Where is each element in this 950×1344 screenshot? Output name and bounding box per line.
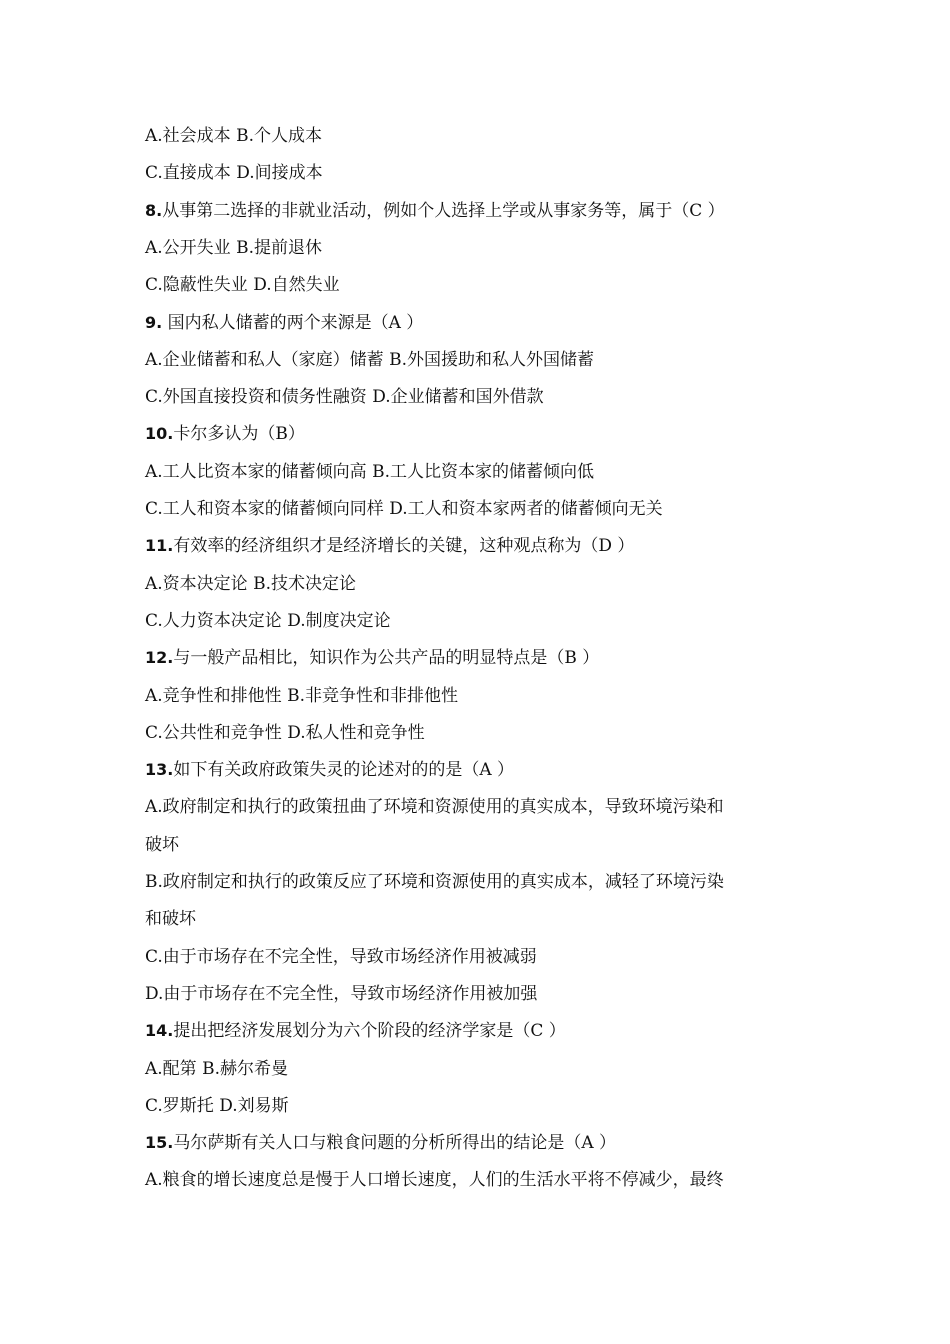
text-line: 和破坏 — [145, 909, 196, 929]
text-line: C.由于市场存在不完全性，导致市场经济作用被减弱 — [145, 947, 537, 967]
text-line: A.社会成本 B.个人成本 — [145, 126, 322, 146]
text-line: A.配第 B.赫尔希曼 — [145, 1059, 288, 1079]
question-number: 14. — [145, 1021, 174, 1040]
text-line: A.竞争性和排他性 B.非竞争性和非排他性 — [145, 686, 458, 706]
text-line: C.工人和资本家的储蓄倾向同样 D.工人和资本家两者的储蓄倾向无关 — [145, 499, 663, 519]
question-text: 国内私人储蓄的两个来源是（A ） — [162, 313, 424, 333]
text-line: A.资本决定论 B.技术决定论 — [145, 574, 356, 594]
question-number: 15. — [145, 1133, 174, 1152]
question-line — [145, 311, 805, 335]
text-line: A.粮食的增长速度总是慢于人口增长速度，人们的生活水平将不停减少，最终 — [145, 1170, 724, 1190]
text-line: A.工人比资本家的储蓄倾向高 B.工人比资本家的储蓄倾向低 — [145, 462, 594, 482]
question-text: 与一般产品相比，知识作为公共产品的明显特点是（B ） — [173, 648, 600, 668]
question-text: 马尔萨斯有关人口与粮食问题的分析所得出的结论是（A ） — [173, 1133, 617, 1153]
question-line — [145, 1019, 805, 1043]
text-line: A.企业储蓄和私人（家庭）储蓄 B.外国援助和私人外国储蓄 — [145, 350, 594, 370]
question-line — [145, 534, 805, 558]
question-number: 13. — [145, 760, 174, 779]
question-number: 12. — [145, 648, 174, 667]
text-line: C.罗斯托 D.刘易斯 — [145, 1096, 289, 1116]
text-line: C.隐蔽性失业 D.自然失业 — [145, 275, 340, 295]
question-line — [145, 199, 805, 223]
question-text: 从事第二选择的非就业活动，例如个人选择上学或从事家务等，属于（C ） — [162, 201, 725, 221]
question-line — [145, 758, 805, 782]
question-text: 如下有关政府政策失灵的论述对的的是（A ） — [173, 760, 515, 780]
text-line: C.公共性和竞争性 D.私人性和竞争性 — [145, 723, 425, 743]
text-line: C.直接成本 D.间接成本 — [145, 163, 323, 183]
question-number: 8. — [145, 201, 163, 220]
question-line — [145, 422, 805, 446]
question-text: 有效率的经济组织才是经济增长的关键，这种观点称为（D ） — [173, 536, 635, 556]
question-text: 卡尔多认为（B） — [173, 424, 305, 444]
question-text: 提出把经济发展划分为六个阶段的经济学家是（C ） — [173, 1021, 566, 1041]
question-line — [145, 646, 805, 670]
text-line: A.公开失业 B.提前退休 — [145, 238, 322, 258]
question-number: 11. — [145, 536, 174, 555]
text-line: C.人力资本决定论 D.制度决定论 — [145, 611, 391, 631]
question-number: 9. — [145, 313, 163, 332]
text-line: 破坏 — [145, 835, 179, 855]
text-line: A.政府制定和执行的政策扭曲了环境和资源使用的真实成本，导致环境污染和 — [145, 797, 724, 817]
question-number: 10. — [145, 424, 174, 443]
text-line: B.政府制定和执行的政策反应了环境和资源使用的真实成本，减轻了环境污染 — [145, 872, 724, 892]
text-line: D.由于市场存在不完全性，导致市场经济作用被加强 — [145, 984, 538, 1004]
question-line — [145, 1131, 805, 1155]
text-line: C.外国直接投资和债务性融资 D.企业储蓄和国外借款 — [145, 387, 544, 407]
